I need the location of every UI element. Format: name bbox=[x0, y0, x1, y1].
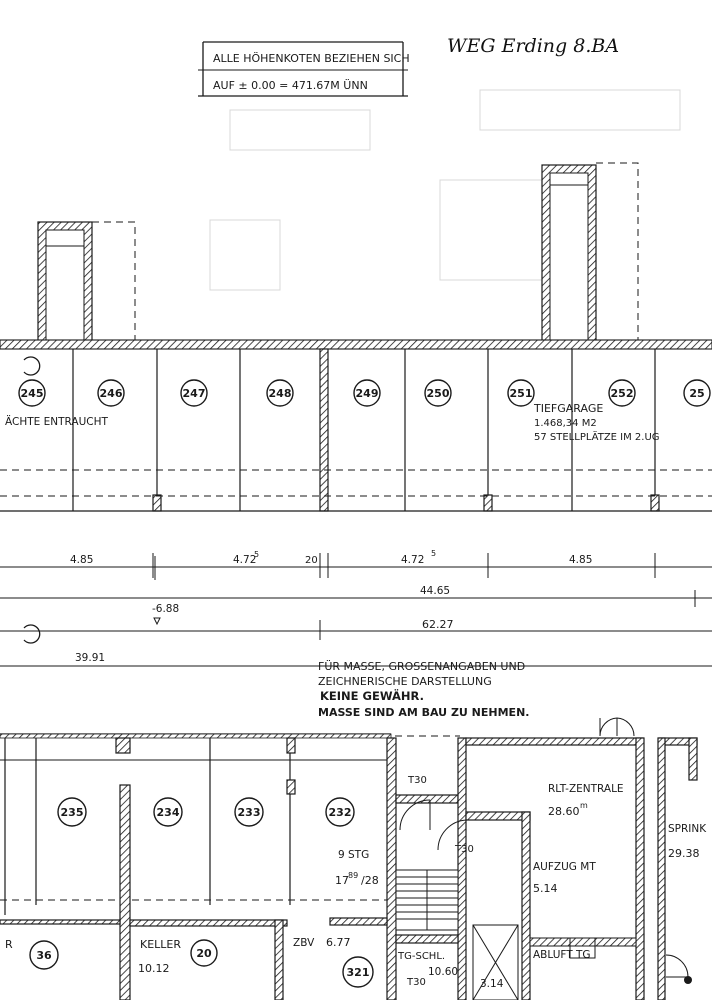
upper-space-dividers bbox=[0, 349, 712, 511]
room-circle-321-number: 321 bbox=[346, 966, 370, 979]
dimension-lines bbox=[0, 553, 712, 666]
dimension-labels bbox=[70, 549, 592, 664]
space-circle-248 bbox=[267, 380, 293, 406]
zbv-name: ZBV bbox=[293, 937, 315, 949]
punch-hole-bottom bbox=[24, 625, 40, 643]
handwritten-note: WEG Erding 8.BA bbox=[447, 35, 620, 57]
stair-ratio-sup: 89 bbox=[348, 871, 359, 880]
garage-label bbox=[533, 402, 660, 443]
space-circle-246-number: 246 bbox=[99, 387, 123, 400]
space-circle-249-number: 249 bbox=[355, 387, 379, 400]
elevation-line-2: AUF ± 0.00 = 471.67M ÜNN bbox=[213, 79, 368, 92]
room-circle-36 bbox=[30, 941, 58, 969]
lower-space-numbers bbox=[30, 798, 373, 987]
room-circle-20-number: 20 bbox=[196, 947, 212, 960]
space-circle-249 bbox=[354, 380, 380, 406]
keller-area: 10.12 bbox=[138, 962, 170, 975]
disclaimer-line-3: KEINE GEWÄHR. bbox=[320, 689, 424, 703]
disclaimer-line-4: MASSE SIND AM BAU ZU NEHMEN. bbox=[318, 706, 530, 719]
door-t30-b: T30 bbox=[455, 844, 474, 855]
space-circle-235-number: 235 bbox=[60, 806, 84, 819]
space-circle-25 bbox=[684, 380, 710, 406]
rlt-unit: m bbox=[580, 801, 588, 810]
space-circle-233 bbox=[235, 798, 263, 826]
room-circle-321 bbox=[343, 957, 373, 987]
space-circle-250 bbox=[425, 380, 451, 406]
garage-title: TIEFGARAGE bbox=[534, 402, 604, 415]
vent-shaft-right bbox=[542, 163, 638, 342]
zbv-area: 6.77 bbox=[326, 936, 351, 949]
space-circle-245 bbox=[19, 380, 45, 406]
space-circle-234 bbox=[154, 798, 182, 826]
space-circle-233-number: 233 bbox=[237, 806, 261, 819]
vent-shaft-left bbox=[38, 222, 135, 342]
upper-note: ÄCHTE ENTRAUCHT bbox=[5, 416, 108, 428]
dim-2-sup: 5 bbox=[254, 550, 260, 559]
space-circle-247-number: 247 bbox=[182, 387, 206, 400]
stair-count: 9 STG bbox=[338, 849, 370, 861]
space-circle-250-number: 250 bbox=[426, 387, 450, 400]
ghost-background bbox=[210, 90, 680, 290]
rlt-area: 28.60 bbox=[548, 805, 580, 818]
keller-name: KELLER bbox=[140, 938, 182, 951]
space-circle-235 bbox=[58, 798, 86, 826]
tg-name: TG-SCHL. bbox=[398, 951, 446, 962]
space-circle-25-number: 25 bbox=[689, 387, 705, 400]
tg-area: 10.60 bbox=[428, 966, 459, 978]
door-t30-c: T30 bbox=[407, 977, 426, 988]
door-t30-a: T30 bbox=[408, 775, 427, 786]
aufzug-area: 5.14 bbox=[533, 882, 558, 895]
stair-ratio-den: /28 bbox=[361, 874, 379, 887]
space-circle-252 bbox=[609, 380, 635, 406]
disclaimer-line-2: ZEICHNERISCHE DARSTELLUNG bbox=[318, 675, 492, 688]
dim-2: 4.72 bbox=[233, 554, 257, 566]
stair-ratio: 17 bbox=[335, 874, 349, 887]
dim-5: 4.85 bbox=[569, 554, 593, 566]
aufzug-name: AUFZUG MT bbox=[533, 861, 596, 873]
dim-4: 4.72 bbox=[401, 554, 425, 566]
space-circle-247 bbox=[181, 380, 207, 406]
garage-area: 1.468,34 M2 bbox=[534, 418, 597, 429]
space-circle-232-number: 232 bbox=[328, 806, 352, 819]
abluft-name: ABLUFT TG bbox=[533, 949, 591, 961]
elevation-line-1: ALLE HÖHENKOTEN BEZIEHEN SICH bbox=[213, 52, 410, 65]
punch-hole-top bbox=[24, 357, 40, 375]
space-circle-251 bbox=[508, 380, 534, 406]
garage-spaces: 57 STELLPLÄTZE IM 2.UG bbox=[534, 432, 660, 443]
upper-space-numbers bbox=[19, 380, 710, 406]
space-circle-248-number: 248 bbox=[268, 387, 292, 400]
dim-4-sup: 5 bbox=[431, 549, 437, 558]
spr-name: SPRINK bbox=[668, 823, 707, 835]
space-circle-234-number: 234 bbox=[156, 806, 180, 819]
dim-left-total: 39.91 bbox=[75, 652, 106, 664]
dim-3: 20 bbox=[305, 555, 318, 566]
dim-total-1: 44.65 bbox=[420, 585, 451, 597]
disclaimer-line-1: FÜR MASSE, GROSSENANGABEN UND bbox=[318, 660, 526, 673]
left-room-letter: R bbox=[5, 938, 13, 951]
dim-total-2: 62.27 bbox=[422, 618, 454, 631]
spr-area: 29.38 bbox=[668, 847, 700, 860]
space-circle-252-number: 252 bbox=[610, 387, 634, 400]
space-circle-245-number: 245 bbox=[20, 387, 44, 400]
rlt-name: RLT-ZENTRALE bbox=[548, 783, 624, 795]
space-circle-232 bbox=[326, 798, 354, 826]
space-circle-251-number: 251 bbox=[509, 387, 533, 400]
shaft-area: 3.14 bbox=[480, 978, 504, 990]
room-circle-36-number: 36 bbox=[36, 949, 52, 962]
space-circle-246 bbox=[98, 380, 124, 406]
disclaimer bbox=[318, 660, 529, 719]
room-circle-20 bbox=[191, 940, 217, 966]
level-mark: -6.88 bbox=[152, 603, 180, 615]
dim-1: 4.85 bbox=[70, 554, 94, 566]
elevation-note bbox=[198, 42, 410, 96]
